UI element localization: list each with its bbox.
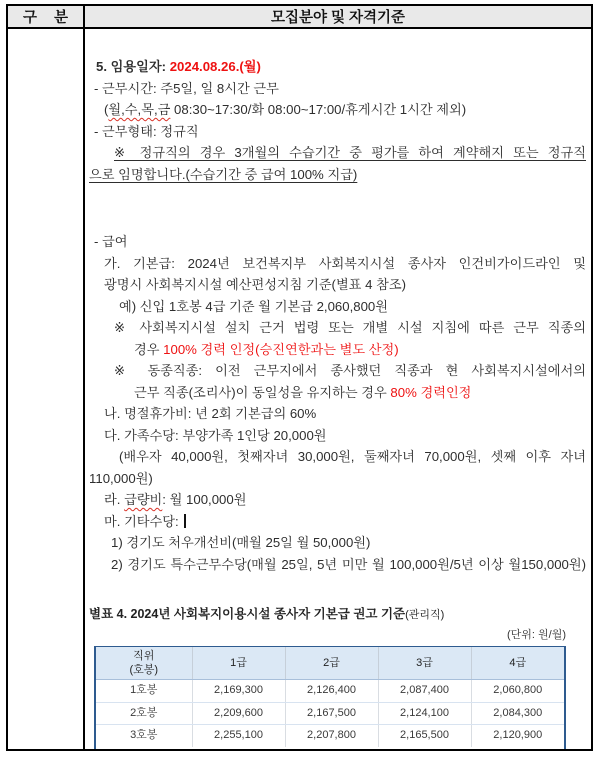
position-header-top: 직위: [133, 649, 155, 662]
pay-cell: 2,087,400: [378, 680, 471, 703]
career-note1-line1: ※ 사회복지시설 설치 근거 법령 또는 개별 시설 지침에 따른 근무 직종의: [114, 320, 586, 335]
work-time-detail-line: [85, 99, 591, 121]
pay-cell: 2,084,300: [471, 702, 564, 725]
position-header-bottom: (호봉): [129, 663, 159, 676]
pay-cell: 2,209,600: [192, 702, 285, 725]
base-pay-example: 예) 신입 1호봉 4급 기준 월 기본급 2,060,800원: [119, 298, 388, 314]
step-label-cell: 1호봉: [96, 680, 192, 703]
probation-note-line2: [85, 164, 591, 186]
grade2-header-cell: 2급: [285, 647, 378, 680]
pay-table-header-row: [96, 647, 564, 680]
table-row: [96, 725, 564, 747]
annex-title-line: [85, 604, 591, 627]
pay-cell: 2,126,400: [285, 680, 378, 703]
meal-allowance-line: [85, 489, 591, 511]
etc-heading: 마. 기타수당:: [104, 513, 179, 529]
pay-cell: 2,060,800: [471, 680, 564, 703]
etc-allowance-line: [85, 511, 591, 533]
appointment-date: 2024.08.26.(월): [169, 59, 261, 74]
family-allowance-line: 다. 가족수당: 부양가족 1인당 20,000원: [104, 427, 327, 443]
appointment-label: 5. 임용일자:: [96, 59, 170, 74]
appointment-date-line: [85, 56, 591, 78]
pay-cell: 2,255,100: [192, 725, 285, 747]
pay-cell: 2,207,800: [285, 725, 378, 747]
step-label-cell: 3호봉: [96, 725, 192, 747]
work-type-line: - 근무형태: 정규직: [94, 123, 199, 139]
table-body-row: [8, 29, 591, 749]
career-note1-prefix: 경우: [134, 341, 164, 357]
table-header-row: [8, 6, 591, 29]
work-time-line: - 근무시간: 주5일, 일 8시간 근무: [94, 80, 279, 96]
pay-cell: 2,165,500: [378, 725, 471, 747]
work-time-detail: 08:30~17:30/화 08:00~17:00/휴게시간 1시간 제외): [170, 102, 467, 117]
holiday-bonus-line: 나. 명절휴가비: 년 2회 기본급의 60%: [104, 406, 317, 421]
position-header-cell: [96, 647, 192, 680]
career-note2-line1: ※ 동종직종: 이전 근무지에서 종사했던 직종과 현 사회복지시설에서의: [114, 363, 586, 378]
meal-prefix: 라.: [104, 492, 125, 507]
grade4-header-cell: 4급: [471, 647, 564, 680]
table-row: [96, 680, 564, 703]
etc-item1-line: 1) 경기도 처우개선비(매월 25일 월 50,000원): [111, 535, 371, 550]
work-days-misspell: 월,수,목,금: [108, 102, 171, 117]
meal-rest: : 월 100,000원: [162, 492, 247, 507]
family-detail-line2: 110,000원): [89, 470, 153, 486]
table-row: [96, 702, 564, 725]
probation-note-line1: [85, 142, 591, 164]
pay-cell: 2,169,300: [192, 680, 285, 703]
pay-cell: 2,120,900: [471, 725, 564, 747]
grade1-header-cell: 1급: [192, 647, 285, 680]
grade3-header-cell: 3급: [378, 647, 471, 680]
career-note2-line2: [85, 382, 591, 404]
document-table-frame: [6, 4, 593, 751]
family-detail-line1: (배우자 40,000원, 첫째자녀 30,000원, 둘째자녀 70,000원, 셋째 이후 자녀: [119, 449, 586, 464]
category-cell-empty: [8, 29, 85, 749]
career-note1-line2: [85, 339, 591, 361]
probation-note-text2: 으로 임명합니다.(수습기간 중 급여 100% 지급): [89, 166, 358, 182]
annex-title-suffix: (관리직): [405, 609, 445, 621]
pay-cell: 2,124,100: [378, 702, 471, 725]
header-category-cell: 구 분: [8, 6, 85, 27]
header-main-cell: 모집분야 및 자격기준: [270, 10, 406, 26]
pay-cell: 2,167,500: [285, 702, 378, 725]
etc-item2-line: 2) 경기도 특수근무수당(매월 25일, 5년 미만 월 100,000원/5년 이상 월150,000원): [111, 556, 586, 572]
career-note2-prefix: 근무 직종(조리사)이 동일성을 유지하는 경우: [134, 384, 391, 400]
career-note2-highlight: 80% 경력인정: [390, 384, 472, 400]
paren-open: (: [104, 102, 109, 117]
annex-title: 별표 4. 2024년 사회복지이용시설 종사자 기본급 권고 기준: [89, 607, 406, 621]
step-label-cell: 2호봉: [96, 702, 192, 725]
career-note1-highlight: 100% 경력 인정(승진연한과는 별도 산정): [163, 341, 399, 357]
meal-word-misspell: 급량비: [124, 492, 163, 507]
content-cell: [85, 29, 591, 749]
base-pay-line2: 광명시 사회복지시설 예산편성지침 기준(별표 4 참조): [104, 277, 406, 292]
salary-heading: - 급여: [94, 234, 128, 249]
base-pay-line1: 가. 기본급: 2024년 보건복지부 사회복지시설 종사자 인건비가이드라인 및: [104, 255, 586, 271]
text-cursor: [184, 514, 186, 528]
probation-note-text1: ※ 정규직의 경우 3개월의 수습기간 중 평가를 하여 계약해지 또는 정규직: [114, 145, 586, 160]
base-pay-table: [94, 646, 566, 750]
unit-label: (단위: 원/월): [507, 628, 566, 641]
